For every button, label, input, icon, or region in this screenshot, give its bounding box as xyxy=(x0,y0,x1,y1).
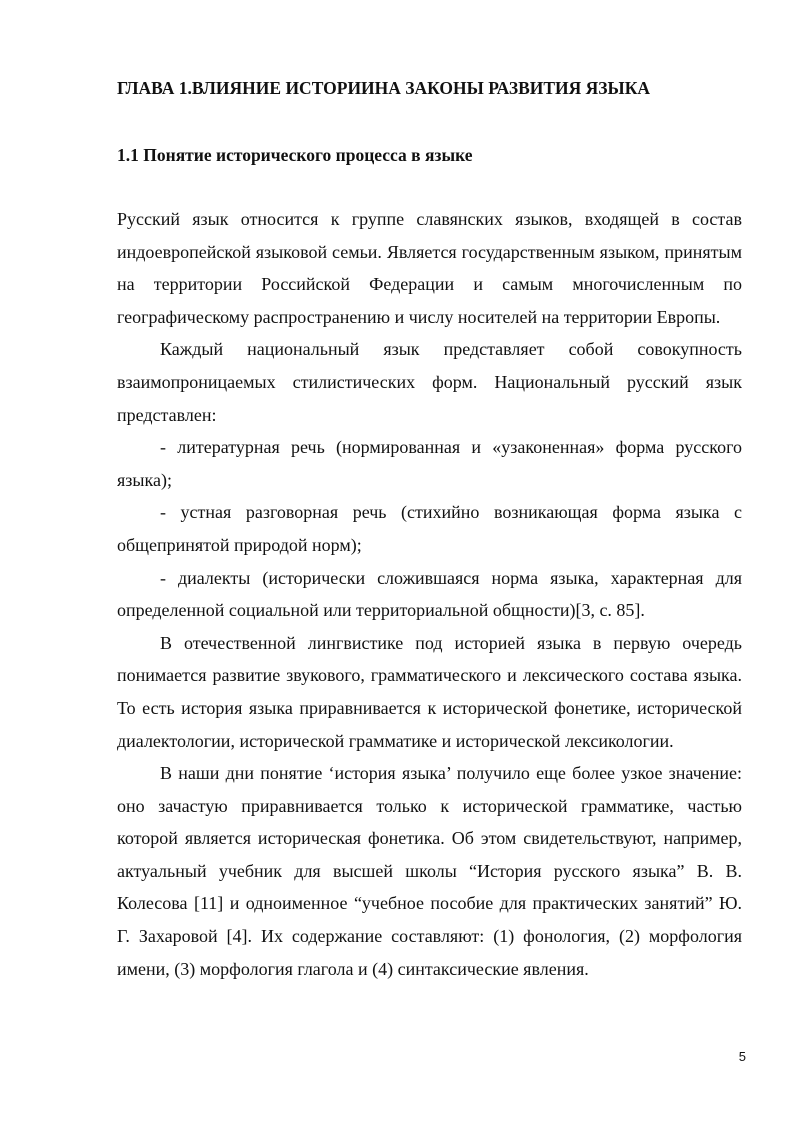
list-item-literary-speech: - литературная речь (нормированная и «узаконенная» форма русского языка); xyxy=(117,437,742,490)
list-item-colloquial-speech: - устная разговорная речь (стихийно возникающая форма языка с общепринятой природой норм); xyxy=(117,502,742,555)
paragraph-narrow-meaning: В наши дни понятие ‘история языка’ получило еще более узкое значение: оно зачастую приравнивается только к исторической грамматике, частью которой является историческая фонетика. Об этом свидетельствуют, например, актуальный учебник для высшей школы “История русского языка” В. В. Колесова [11] и одноименное “учебное пособие для практических занятий” Ю. Г. Захаровой [4]. Их содержание составляют: (1) фонология, (2) морфология имени, (3) морфология глагола и (4) синтаксические явления. xyxy=(117,763,742,979)
paragraph-forms: Каждый национальный язык представляет собой совокупность взаимопроницаемых стилистических форм. Национальный русский язык представлен: xyxy=(117,339,742,425)
list-item-dialects: - диалекты (исторически сложившаяся норма языка, характерная для определенной социальной или территориальной общности)[3, с. 85]. xyxy=(117,567,742,621)
paragraph-intro: Русский язык относится к группе славянских языков, входящей в состав индоевропейской языковой семьи. Является государственным языком, принятым на территории Российской Федерации и самым многочисленным по географическому распространению и числу носителей на территории Европы. xyxy=(117,209,742,327)
body-text xyxy=(117,203,742,985)
chapter-title: ГЛАВА 1.ВЛИЯНИЕ ИСТОРИИНА ЗАКОНЫ РАЗВИТИЯ ЯЗЫКА xyxy=(117,78,651,98)
paragraph-language-history: В отечественной лингвистике под историей языка в первую очередь понимается развитие звукового, грамматического и лексического состава языка. То есть история языка приравнивается к исторической фонетике, исторической диалектологии, исторической грамматике и исторической лексикологии. xyxy=(117,632,742,751)
section-title: 1.1 Понятие исторического процесса в языке xyxy=(117,145,473,165)
page-number: 5 xyxy=(738,1049,746,1064)
